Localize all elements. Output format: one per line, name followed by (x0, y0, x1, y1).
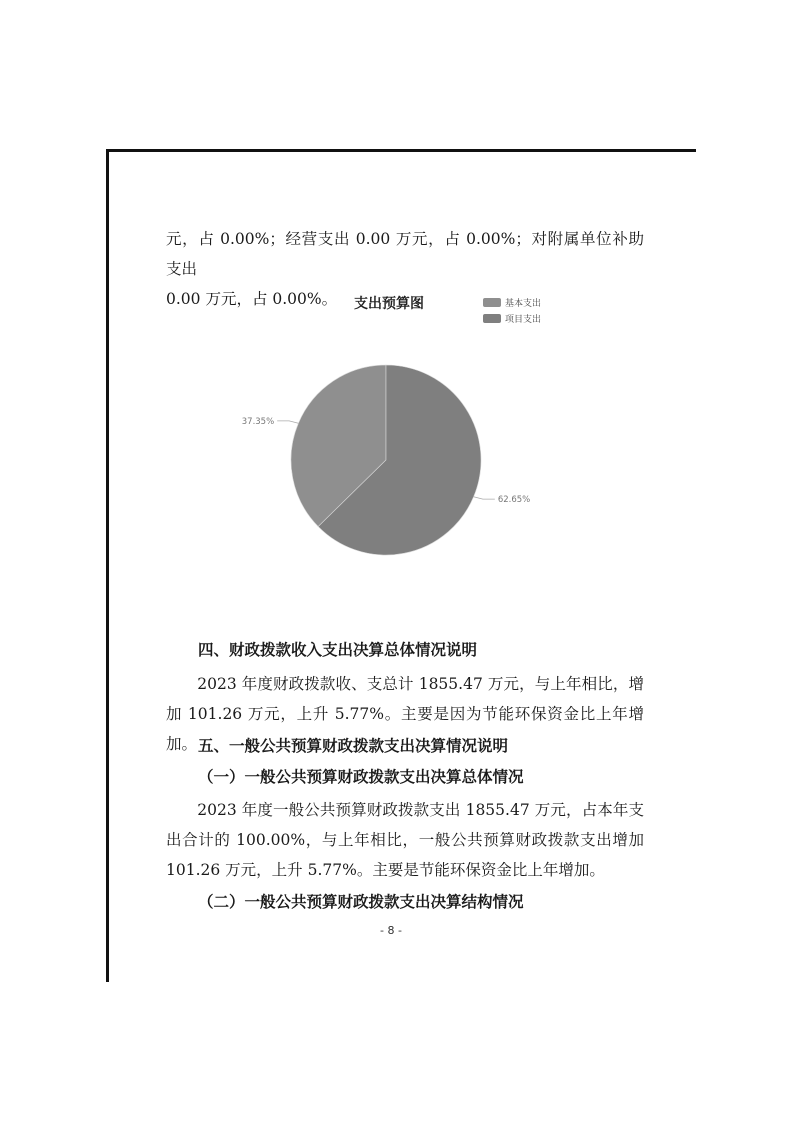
legend-label-project: 项目支出 (505, 314, 542, 325)
pie-slices (291, 365, 481, 555)
sub1-body (166, 795, 644, 885)
pie-leader-line-1 (474, 497, 495, 499)
pie-data-label-0: 37.35% (241, 416, 275, 427)
legend-item-basic (483, 294, 541, 310)
scan-border-top (108, 149, 696, 152)
legend-label-basic: 基本支出 (505, 298, 542, 309)
section4-heading: 四、财政拨款收入支出决算总体情况说明 (198, 640, 478, 659)
sub1-body-text: 2023 年度一般公共预算财政拨款支出 1855.47 万元，占本年支出合计的 100.00%，与上年相比，一般公共预算财政拨款支出增加 101.26 万元，上升 5.77%。主要是节能环保资金比上年增加。 (166, 801, 644, 879)
intro-line-1: 元，占 0.00%；经营支出 0.00 万元，占 0.00%；对附属单位补助支出 (166, 230, 644, 278)
chart-title: 支出预算图 (354, 296, 424, 312)
pie-chart (220, 345, 580, 575)
legend-item-project (483, 310, 541, 326)
section5-heading: 五、一般公共预算财政拨款支出决算情况说明 (198, 736, 509, 755)
sub2-heading: （二）一般公共预算财政拨款支出决算结构情况 (198, 892, 524, 911)
legend-swatch-project (483, 314, 501, 323)
sub1-heading: （一）一般公共预算财政拨款支出决算总体情况 (198, 767, 524, 786)
pie-leader-line-0 (277, 421, 298, 423)
pie-data-label-1: 62.65% (497, 495, 531, 506)
scan-border-left (106, 149, 109, 982)
intro-line-2: 0.00 万元，占 0.00%。 (166, 290, 338, 308)
legend-swatch-basic (483, 298, 501, 307)
section4-body-text: 2023 年度财政拨款收、支总计 1855.47 万元，与上年相比，增加 101.26 万元，上升 5.77%。主要是因为节能环保资金比上年增加。 (166, 675, 644, 753)
page-number: - 8 - (380, 924, 402, 937)
chart-legend (483, 294, 541, 326)
